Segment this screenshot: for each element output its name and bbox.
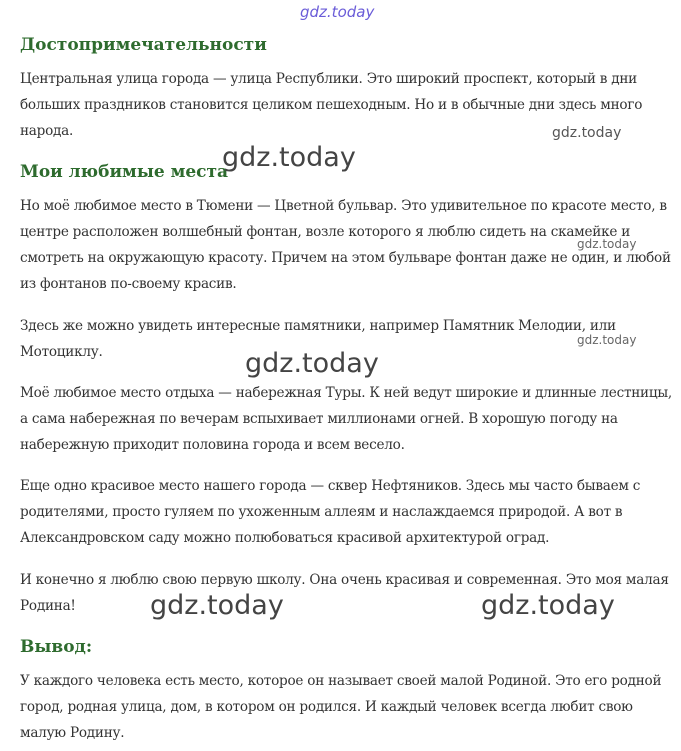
heading-sights: Достопримечательности [20,35,267,55]
paragraph-school: И конечно я люблю свою первую школу. Она очень красивая и современная. Это моя малая Родина! [20,572,669,614]
paragraph-sights: Центральная улица города — улица Республики. Это широкий проспект, который в дни больших праздников становится целиком пешеходным. Но и в обычные дни здесь много народа. [20,71,643,139]
watermark: gdz.today [577,237,637,251]
watermark: gdz.today [481,590,615,621]
watermark: gdz.today [552,125,622,141]
paragraph-tsvetnoy-boulevard: Но моё любимое место в Тюмени — Цветной бульвар. Это удивительное по красоте место, в центре расположен волшебный фонтан, возле которого я люблю сидеть на скамейке и смотреть на окружающую красоту. Причем на этом бульваре фонтан даже не один, и любой из фонтанов по-своему красив. [20,198,671,292]
heading-conclusion: Вывод: [20,637,93,657]
paragraph-conclusion: У каждого человека есть место, которое он называет своей малой Родиной. Это его родной город, родная улица, дом, в котором он родился. И каждый человек всегда любит свою малую Родину. [20,673,662,741]
paragraph-square: Еще одно красивое место нашего города — сквер Нефтяников. Здесь мы часто бываем с родителями, просто гуляем по ухоженным аллеям и наслаждаемся природой. А вот в Александровском саду можно полюбоваться красивой архитектурой оград. [20,478,641,546]
paragraph-embankment: Моё любимое место отдыха — набережная Туры. К ней ведут широкие и длинные лестницы, а сама набережная по вечерам вспыхивает миллионами огней. В хорошую погоду на набережную приходит половина города и всем весело. [20,385,672,453]
heading-favorite-places: Мои любимые места [20,162,229,182]
watermark: gdz.today [577,333,637,347]
paragraph-monuments: Здесь же можно увидеть интересные памятники, например Памятник Мелодии, или Мотоциклу. [20,318,616,360]
watermark: gdz.today [222,142,356,173]
watermark-top: gdz.today [300,3,375,21]
watermark: gdz.today [245,348,379,379]
watermark: gdz.today [150,590,284,621]
